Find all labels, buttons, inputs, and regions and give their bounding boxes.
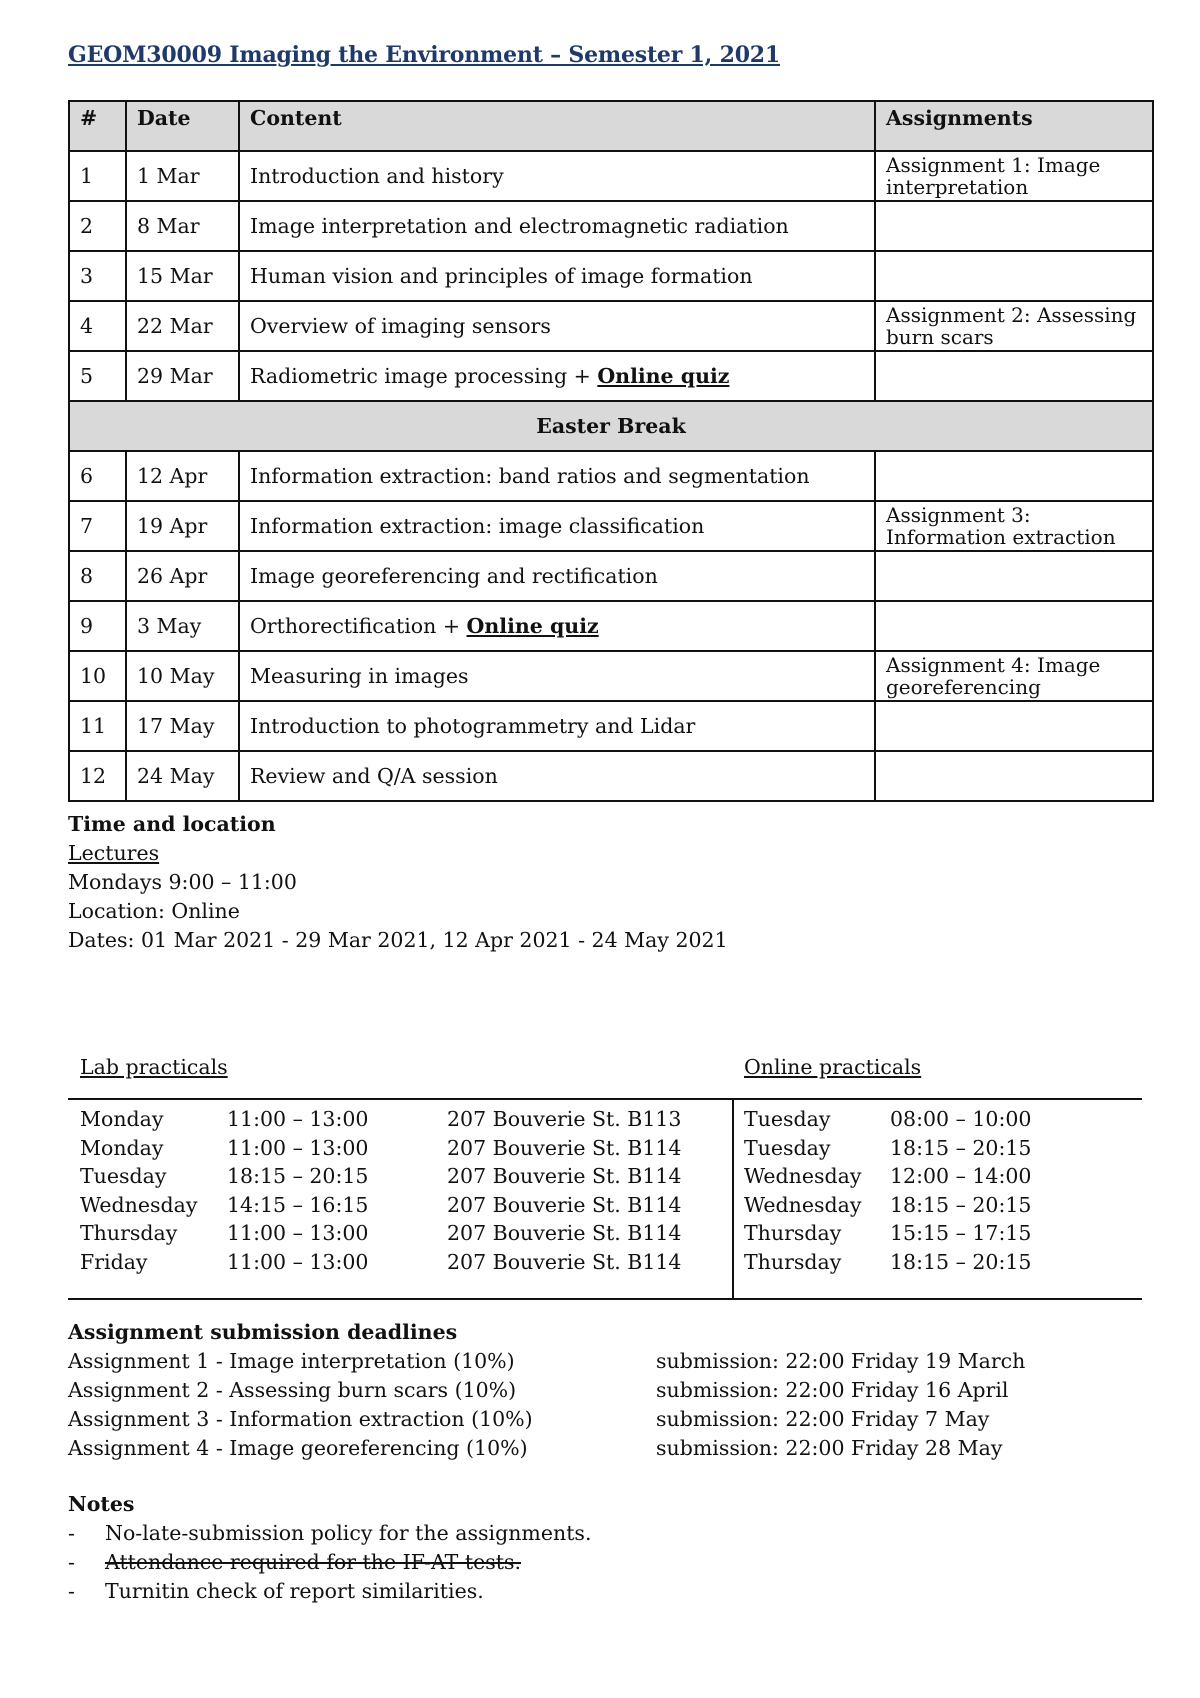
week-number: 11 bbox=[69, 701, 126, 751]
note-dash: - bbox=[68, 1579, 75, 1603]
week-content bbox=[239, 651, 875, 701]
lab-room: 207 Bouverie St. B114 bbox=[447, 1249, 682, 1274]
online-practical-row bbox=[744, 1162, 1031, 1191]
week-assignment bbox=[875, 551, 1153, 601]
lectures-location: Location: Online bbox=[68, 899, 240, 923]
note-text: No-late-submission policy for the assignments. bbox=[105, 1521, 592, 1545]
online-time: 15:15 – 17:15 bbox=[890, 1221, 1032, 1245]
content-text: Introduction and history bbox=[250, 164, 504, 188]
deadline-assignment: Assignment 1 - Image interpretation (10%) bbox=[68, 1349, 515, 1373]
online-practical-row bbox=[744, 1105, 1031, 1134]
lab-room: 207 Bouverie St. B114 bbox=[447, 1192, 682, 1217]
week-date: 19 Apr bbox=[126, 501, 239, 551]
note-text: Attendance required for the IF-AT tests. bbox=[105, 1550, 522, 1574]
deadline-row bbox=[68, 1376, 1025, 1405]
week-date: 1 Mar bbox=[126, 151, 239, 201]
note-dash: - bbox=[68, 1550, 75, 1574]
lab-practicals-heading: Lab practicals bbox=[80, 1055, 228, 1079]
week-number: 3 bbox=[69, 251, 126, 301]
week-content bbox=[239, 551, 875, 601]
online-day: Thursday bbox=[744, 1221, 842, 1245]
week-assignment: Assignment 4: Image georeferencing bbox=[875, 651, 1153, 701]
content-text: Introduction to photogrammetry and Lidar bbox=[250, 714, 696, 738]
lab-practical-row bbox=[80, 1191, 681, 1220]
week-content bbox=[239, 451, 875, 501]
lab-practical-row bbox=[80, 1219, 681, 1248]
week-content bbox=[239, 701, 875, 751]
week-content bbox=[239, 151, 875, 201]
content-text: Information extraction: image classification bbox=[250, 514, 705, 538]
week-content bbox=[239, 301, 875, 351]
table-row bbox=[69, 701, 1153, 751]
online-practical-row bbox=[744, 1219, 1031, 1248]
week-number: 6 bbox=[69, 451, 126, 501]
lectures-time: Mondays 9:00 – 11:00 bbox=[68, 870, 297, 894]
practicals-section bbox=[68, 1055, 1142, 1300]
deadline-submission: submission: 22:00 Friday 19 March bbox=[656, 1349, 1026, 1373]
deadline-row bbox=[68, 1405, 1025, 1434]
deadline-row bbox=[68, 1347, 1025, 1376]
lab-room: 207 Bouverie St. B113 bbox=[447, 1107, 682, 1131]
divider bbox=[732, 1098, 734, 1300]
week-number: 5 bbox=[69, 351, 126, 401]
week-number: 10 bbox=[69, 651, 126, 701]
notes-heading: Notes bbox=[68, 1492, 135, 1516]
table-row bbox=[69, 651, 1153, 701]
week-date: 15 Mar bbox=[126, 251, 239, 301]
online-practicals-list bbox=[744, 1105, 1031, 1276]
notes-section bbox=[68, 1490, 591, 1606]
week-number: 9 bbox=[69, 601, 126, 651]
lab-time: 11:00 – 13:00 bbox=[227, 1107, 369, 1131]
lab-day: Monday bbox=[80, 1107, 164, 1131]
lab-day: Wednesday bbox=[80, 1192, 198, 1217]
content-text: Radiometric image processing + bbox=[250, 364, 598, 388]
week-assignment bbox=[875, 351, 1153, 401]
content-text: Image georeferencing and rectification bbox=[250, 564, 658, 588]
content-text: Human vision and principles of image formation bbox=[250, 264, 753, 288]
online-practical-row bbox=[744, 1191, 1031, 1220]
week-date: 3 May bbox=[126, 601, 239, 651]
online-day: Thursday bbox=[744, 1249, 842, 1274]
week-content bbox=[239, 751, 875, 801]
week-date: 10 May bbox=[126, 651, 239, 701]
online-time: 18:15 – 20:15 bbox=[890, 1192, 1032, 1217]
lab-practical-row bbox=[80, 1248, 681, 1277]
week-number: 12 bbox=[69, 751, 126, 801]
deadline-submission: submission: 22:00 Friday 16 April bbox=[656, 1378, 1009, 1402]
table-row bbox=[69, 501, 1153, 551]
table-row bbox=[69, 251, 1153, 301]
content-text: Information extraction: band ratios and segmentation bbox=[250, 464, 810, 488]
online-day: Tuesday bbox=[744, 1135, 831, 1160]
lab-time: 14:15 – 16:15 bbox=[227, 1192, 369, 1217]
week-assignment: Assignment 2: Assessing burn scars bbox=[875, 301, 1153, 351]
lab-day: Monday bbox=[80, 1135, 164, 1160]
week-date: 22 Mar bbox=[126, 301, 239, 351]
online-time: 08:00 – 10:00 bbox=[890, 1107, 1032, 1131]
week-assignment bbox=[875, 751, 1153, 801]
week-content bbox=[239, 251, 875, 301]
lab-practical-row bbox=[80, 1134, 681, 1163]
online-day: Wednesday bbox=[744, 1192, 862, 1217]
schedule-body bbox=[69, 151, 1153, 801]
table-row bbox=[69, 601, 1153, 651]
break-label: Easter Break bbox=[69, 401, 1153, 451]
week-date: 12 Apr bbox=[126, 451, 239, 501]
deadline-assignment: Assignment 2 - Assessing burn scars (10%) bbox=[68, 1378, 517, 1402]
content-text: Orthorectification + bbox=[250, 614, 467, 638]
note-dash: - bbox=[68, 1521, 75, 1545]
week-content bbox=[239, 501, 875, 551]
week-number: 7 bbox=[69, 501, 126, 551]
week-content bbox=[239, 601, 875, 651]
header-assignments: Assignments bbox=[875, 101, 1153, 151]
header-date: Date bbox=[126, 101, 239, 151]
lab-practical-row bbox=[80, 1162, 681, 1191]
lab-day: Tuesday bbox=[80, 1164, 167, 1188]
table-row bbox=[69, 751, 1153, 801]
header-num: # bbox=[69, 101, 126, 151]
lab-time: 11:00 – 13:00 bbox=[227, 1135, 369, 1160]
divider bbox=[68, 1098, 1142, 1100]
online-time: 18:15 – 20:15 bbox=[890, 1135, 1032, 1160]
note-text: Turnitin check of report similarities. bbox=[105, 1579, 484, 1603]
online-practicals-heading: Online practicals bbox=[744, 1055, 922, 1079]
week-number: 4 bbox=[69, 301, 126, 351]
deadlines-section bbox=[68, 1318, 1025, 1463]
online-quiz-label: Online quiz bbox=[597, 364, 730, 388]
online-day: Wednesday bbox=[744, 1164, 862, 1188]
note-item bbox=[68, 1577, 591, 1606]
lectures-dates: Dates: 01 Mar 2021 - 29 Mar 2021, 12 Apr 2021 - 24 May 2021 bbox=[68, 928, 728, 952]
week-assignment bbox=[875, 251, 1153, 301]
week-assignment: Assignment 1: Image interpretation bbox=[875, 151, 1153, 201]
online-practical-row bbox=[744, 1134, 1031, 1163]
deadline-submission: submission: 22:00 Friday 7 May bbox=[656, 1407, 990, 1431]
lab-room: 207 Bouverie St. B114 bbox=[447, 1221, 682, 1245]
lab-time: 11:00 – 13:00 bbox=[227, 1221, 369, 1245]
week-content bbox=[239, 201, 875, 251]
lab-room: 207 Bouverie St. B114 bbox=[447, 1164, 682, 1188]
week-date: 24 May bbox=[126, 751, 239, 801]
header-content: Content bbox=[239, 101, 875, 151]
document-title: GEOM30009 Imaging the Environment – Semester 1, 2021 bbox=[68, 42, 781, 68]
week-number: 1 bbox=[69, 151, 126, 201]
table-row bbox=[69, 151, 1153, 201]
deadline-row bbox=[68, 1434, 1025, 1463]
deadline-submission: submission: 22:00 Friday 28 May bbox=[656, 1436, 1003, 1460]
lab-room: 207 Bouverie St. B114 bbox=[447, 1135, 682, 1160]
lab-time: 11:00 – 13:00 bbox=[227, 1249, 369, 1274]
week-assignment bbox=[875, 601, 1153, 651]
week-date: 29 Mar bbox=[126, 351, 239, 401]
note-item bbox=[68, 1519, 591, 1548]
lab-day: Thursday bbox=[80, 1221, 178, 1245]
online-time: 12:00 – 14:00 bbox=[890, 1164, 1032, 1188]
table-break-row bbox=[69, 401, 1153, 451]
note-item bbox=[68, 1548, 591, 1577]
deadlines-list bbox=[68, 1347, 1025, 1463]
online-practical-row bbox=[744, 1248, 1031, 1277]
table-row bbox=[69, 301, 1153, 351]
lab-practical-row bbox=[80, 1105, 681, 1134]
week-date: 17 May bbox=[126, 701, 239, 751]
week-date: 8 Mar bbox=[126, 201, 239, 251]
course-schedule-table bbox=[68, 100, 1154, 802]
week-assignment: Assignment 3: Information extraction bbox=[875, 501, 1153, 551]
lab-day: Friday bbox=[80, 1249, 148, 1274]
week-date: 26 Apr bbox=[126, 551, 239, 601]
lab-time: 18:15 – 20:15 bbox=[227, 1164, 369, 1188]
deadline-assignment: Assignment 3 - Information extraction (10%) bbox=[68, 1407, 533, 1431]
time-location-section bbox=[68, 810, 728, 955]
online-quiz-label: Online quiz bbox=[466, 614, 599, 638]
deadlines-heading: Assignment submission deadlines bbox=[68, 1320, 458, 1344]
week-content bbox=[239, 351, 875, 401]
notes-list bbox=[68, 1519, 591, 1606]
table-row bbox=[69, 351, 1153, 401]
table-header-row bbox=[69, 101, 1153, 151]
table-row bbox=[69, 451, 1153, 501]
week-assignment bbox=[875, 201, 1153, 251]
divider bbox=[68, 1298, 1142, 1300]
content-text: Measuring in images bbox=[250, 664, 469, 688]
lectures-label: Lectures bbox=[68, 841, 160, 865]
lab-practicals-list bbox=[80, 1105, 681, 1276]
week-number: 8 bbox=[69, 551, 126, 601]
deadline-assignment: Assignment 4 - Image georeferencing (10%) bbox=[68, 1436, 528, 1460]
content-text: Overview of imaging sensors bbox=[250, 314, 551, 338]
content-text: Review and Q/A session bbox=[250, 764, 498, 788]
week-assignment bbox=[875, 451, 1153, 501]
time-location-heading: Time and location bbox=[68, 812, 276, 836]
week-number: 2 bbox=[69, 201, 126, 251]
online-day: Tuesday bbox=[744, 1107, 831, 1131]
online-time: 18:15 – 20:15 bbox=[890, 1249, 1032, 1274]
table-row bbox=[69, 201, 1153, 251]
content-text: Image interpretation and electromagnetic radiation bbox=[250, 214, 789, 238]
table-row bbox=[69, 551, 1153, 601]
week-assignment bbox=[875, 701, 1153, 751]
